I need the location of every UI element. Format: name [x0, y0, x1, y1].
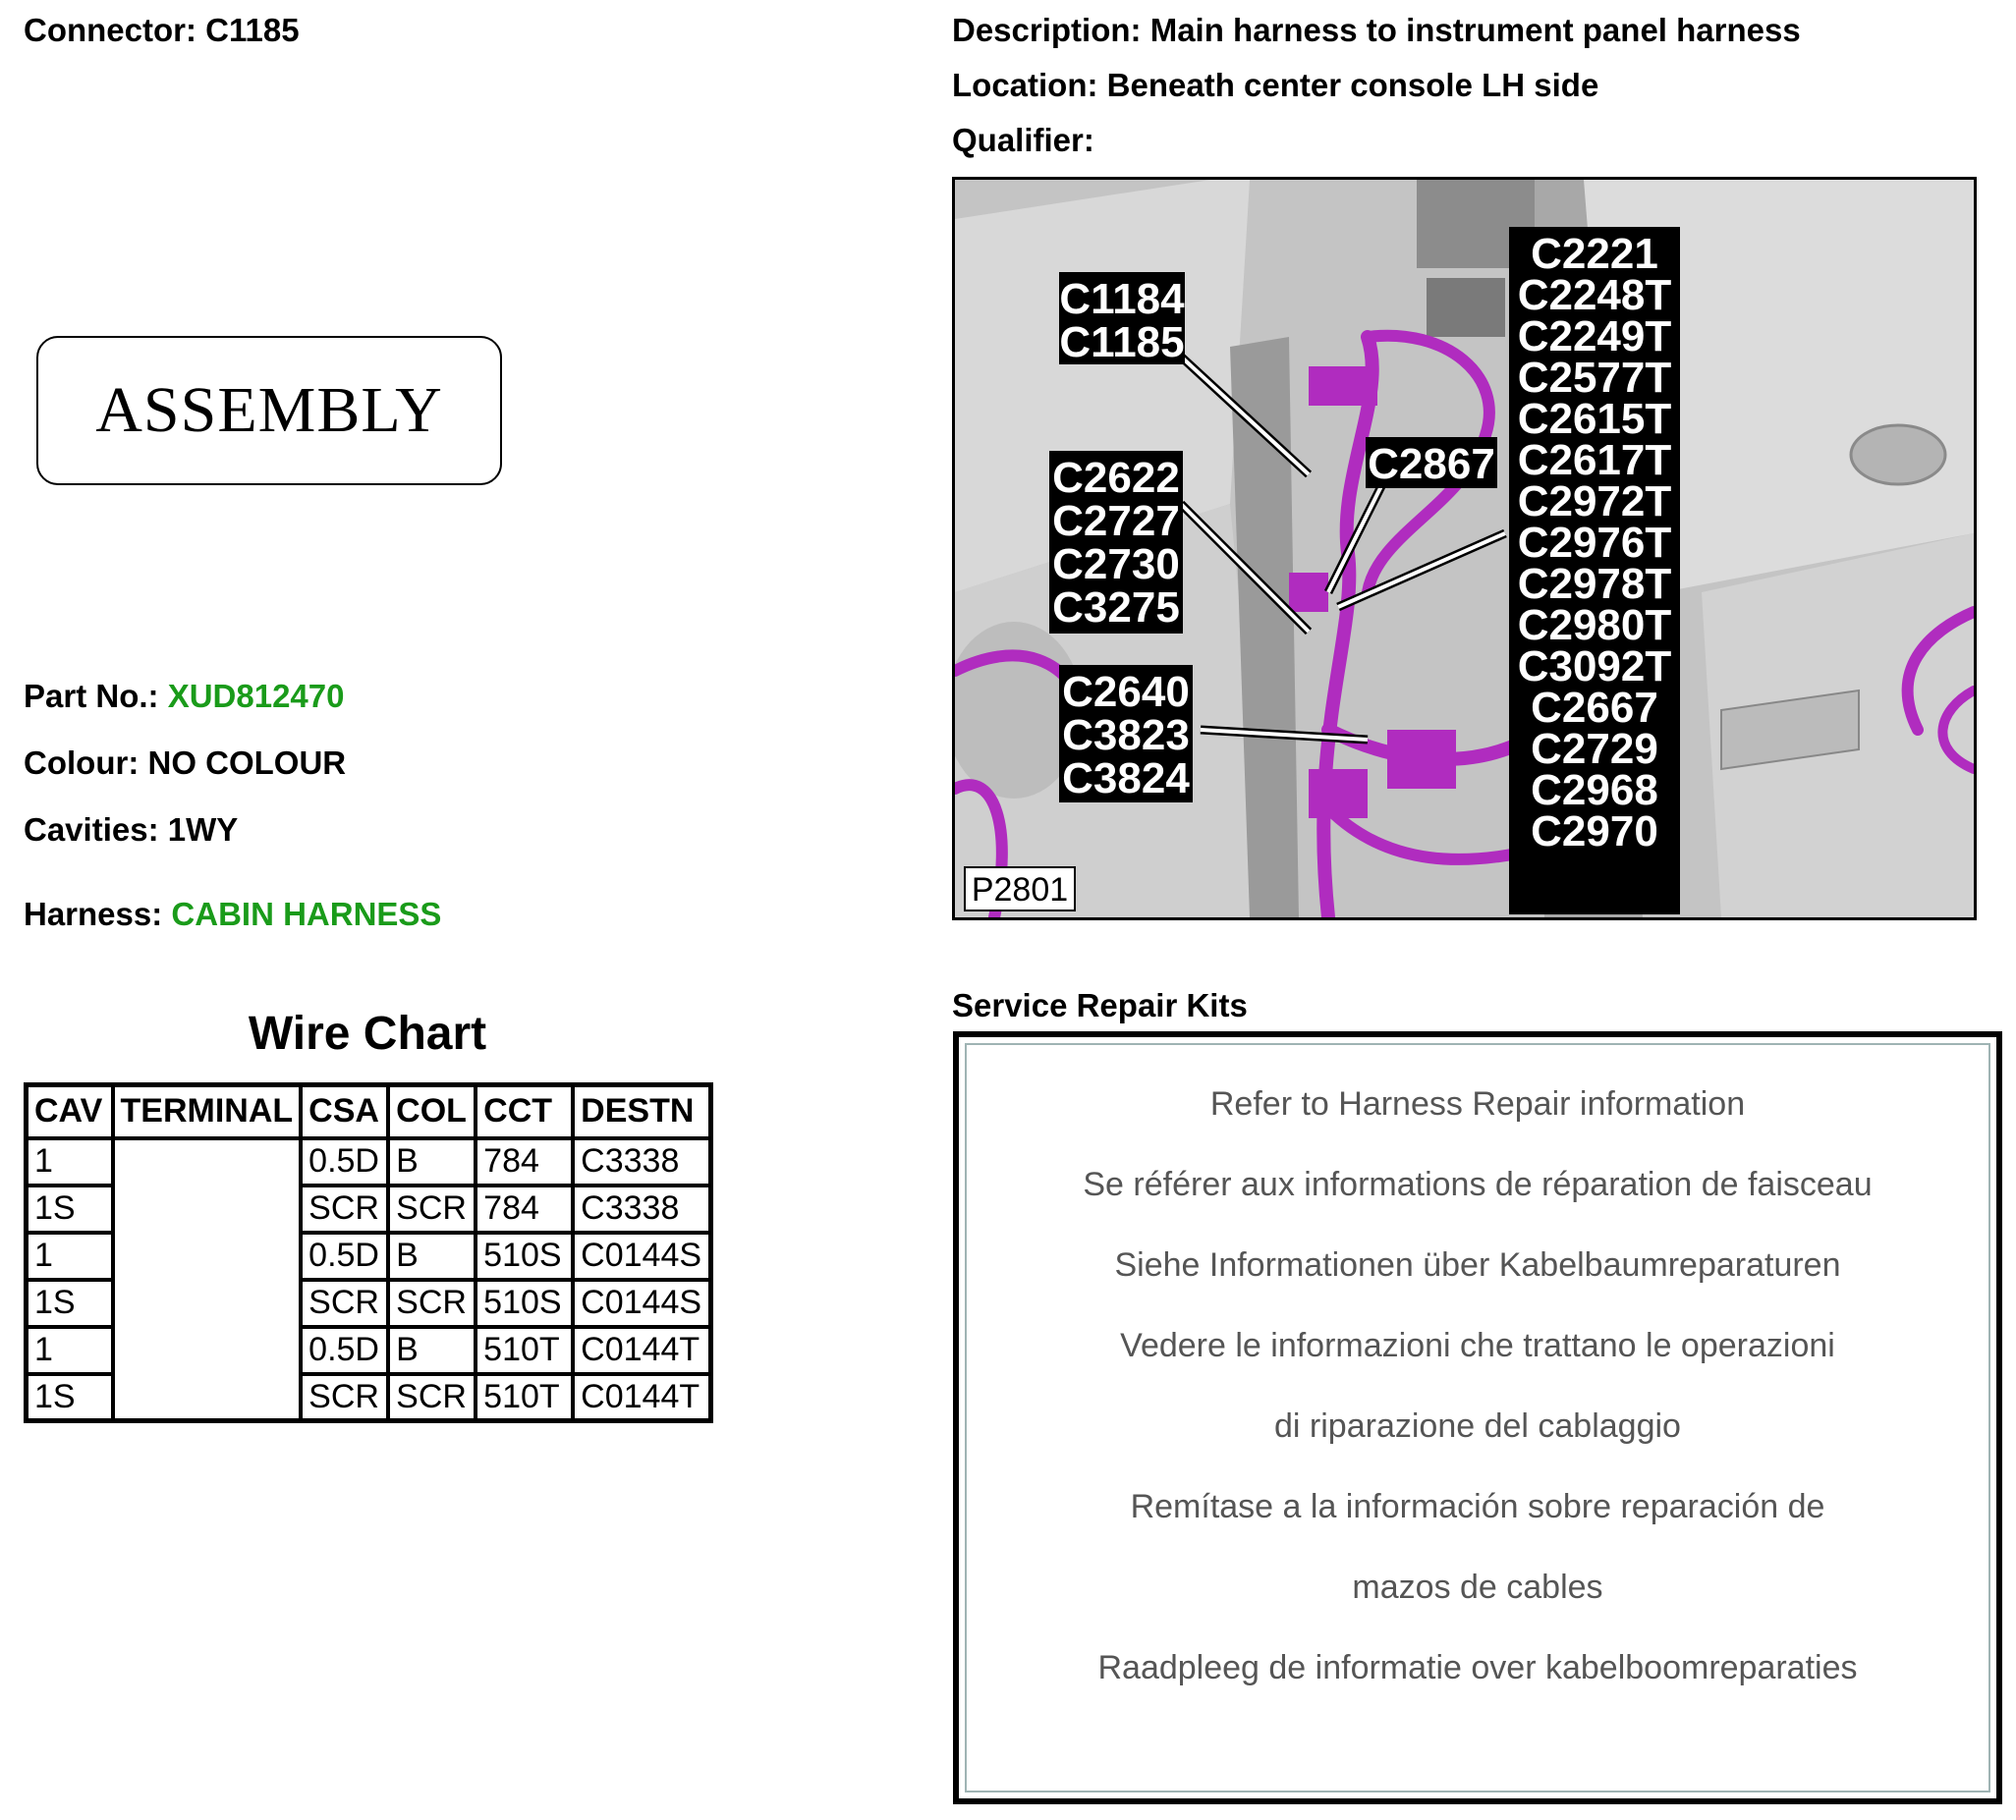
callout-c2577t: C2577T — [1517, 354, 1672, 402]
cell-col: SCR — [388, 1186, 476, 1233]
cell-cav: 1 — [27, 1327, 113, 1374]
cell-cav: 1S — [27, 1374, 113, 1421]
cavities-label: Cavities: — [24, 811, 159, 848]
colour-value: NO COLOUR — [147, 745, 347, 781]
harness-label: Harness: — [24, 896, 163, 932]
callout-c2867: C2867 — [1368, 440, 1495, 488]
callout-c2667: C2667 — [1531, 684, 1658, 732]
location-value: Beneath center console LH side — [1106, 67, 1599, 103]
header-cct: CCT — [476, 1085, 573, 1138]
cell-cav: 1 — [27, 1138, 113, 1186]
cell-col: SCR — [388, 1374, 476, 1421]
kit-line: Siehe Informationen über Kabelbaumreparaturen — [1114, 1246, 1841, 1284]
callout-c2972t: C2972T — [1517, 477, 1672, 525]
header-col: COL — [388, 1085, 476, 1138]
callout-c2729: C2729 — [1531, 725, 1658, 773]
cell-col: B — [388, 1233, 476, 1280]
cell-cav: 1S — [27, 1186, 113, 1233]
kit-line: Refer to Harness Repair information — [1209, 1085, 1746, 1123]
callout-c2976t: C2976T — [1517, 519, 1672, 567]
colour-field — [24, 745, 346, 782]
cell-cct: 784 — [476, 1138, 573, 1186]
cell-cct: 510T — [476, 1374, 573, 1421]
callout-c3092t: C3092T — [1517, 642, 1672, 690]
callout-c2640: C2640 — [1062, 668, 1190, 716]
part-no-label: Part No.: — [24, 678, 159, 714]
service-repair-kits-content — [965, 1043, 1990, 1792]
callout-c3824: C3824 — [1062, 754, 1190, 802]
callout-c1184: C1184 — [1059, 275, 1185, 323]
qualifier-field — [952, 122, 1094, 159]
harness-illustration — [955, 180, 1974, 917]
cell-cct: 784 — [476, 1186, 573, 1233]
cell-destn[interactable]: C0144S — [573, 1280, 710, 1327]
connector-value: C1185 — [205, 12, 300, 48]
callout-c2970: C2970 — [1531, 807, 1658, 855]
service-repair-kits-title: Service Repair Kits — [952, 987, 1248, 1023]
assembly-text: ASSEMBLY — [95, 374, 443, 446]
location-label: Location: — [952, 67, 1098, 103]
cell-col: SCR — [388, 1280, 476, 1327]
header-cav: CAV — [27, 1085, 113, 1138]
cell-destn[interactable]: C0144T — [573, 1327, 710, 1374]
kit-line: Raadpleeg de informatie over kabelboomreparaties — [1097, 1649, 1858, 1686]
kit-line: Remítase a la información sobre reparación de — [1130, 1488, 1825, 1525]
service-repair-kits-box — [953, 1031, 2002, 1804]
wire-chart-table — [24, 1082, 713, 1423]
cell-col: B — [388, 1327, 476, 1374]
cavities-field — [24, 811, 238, 849]
harness-location-image — [952, 177, 1977, 920]
callout-c2248t: C2248T — [1517, 271, 1672, 319]
connector-field — [24, 12, 300, 49]
kit-line: di riparazione del cablaggio — [1274, 1407, 1681, 1445]
callout-c2968: C2968 — [1531, 766, 1658, 814]
image-ref: P2801 — [971, 871, 1069, 909]
harness-link[interactable]: CABIN HARNESS — [171, 896, 442, 932]
cell-destn[interactable]: C3338 — [573, 1138, 710, 1186]
location-field — [952, 67, 1598, 104]
cell-cct: 510S — [476, 1280, 573, 1327]
cell-destn[interactable]: C3338 — [573, 1186, 710, 1233]
callout-c2615t: C2615T — [1517, 395, 1672, 443]
callout-c3823: C3823 — [1062, 711, 1190, 759]
cell-destn[interactable]: C0144T — [573, 1374, 710, 1421]
cell-destn[interactable]: C0144S — [573, 1233, 710, 1280]
callout-c2617t: C2617T — [1517, 436, 1672, 484]
cell-cav: 1 — [27, 1233, 113, 1280]
assembly-box — [36, 336, 502, 485]
description-value: Main harness to instrument panel harness — [1149, 12, 1801, 48]
callout-c2622: C2622 — [1052, 454, 1180, 502]
cell-csa: SCR — [301, 1186, 388, 1233]
callout-c2730: C2730 — [1052, 540, 1180, 588]
header-terminal: TERMINAL — [113, 1085, 302, 1138]
kit-line: Vedere le informazioni che trattano le operazioni — [1120, 1327, 1835, 1364]
cell-csa: 0.5D — [301, 1138, 388, 1186]
header-csa: CSA — [301, 1085, 388, 1138]
header-destn: DESTN — [573, 1085, 710, 1138]
callout-c2727: C2727 — [1052, 497, 1180, 545]
callout-c2978t: C2978T — [1517, 560, 1672, 608]
cell-cct: 510S — [476, 1233, 573, 1280]
part-no-link[interactable]: XUD812470 — [167, 678, 345, 714]
part-no-field — [24, 678, 344, 715]
description-label: Description: — [952, 12, 1142, 48]
colour-label: Colour: — [24, 745, 140, 781]
callout-c3275: C3275 — [1052, 583, 1180, 632]
qualifier-label: Qualifier: — [952, 122, 1094, 158]
callout-c1185: C1185 — [1059, 318, 1185, 366]
callout-c2221: C2221 — [1531, 230, 1658, 278]
cell-csa: SCR — [301, 1374, 388, 1421]
cell-csa: SCR — [301, 1280, 388, 1327]
cell-csa: 0.5D — [301, 1327, 388, 1374]
wire-chart-title: Wire Chart — [248, 1008, 487, 1060]
cell-csa: 0.5D — [301, 1233, 388, 1280]
kit-line: mazos de cables — [1352, 1569, 1603, 1606]
cell-cct: 510T — [476, 1327, 573, 1374]
kit-line: Se référer aux informations de réparation de faisceau — [1083, 1166, 1873, 1203]
cell-cav: 1S — [27, 1280, 113, 1327]
harness-field — [24, 896, 441, 933]
cavities-value: 1WY — [167, 811, 239, 848]
callout-c2980t: C2980T — [1517, 601, 1672, 649]
cell-terminal — [113, 1138, 302, 1421]
description-field — [952, 12, 1801, 49]
table-row — [27, 1138, 711, 1186]
connector-label: Connector: — [24, 12, 196, 48]
cell-col: B — [388, 1138, 476, 1186]
wire-chart-header-row — [27, 1085, 711, 1138]
callout-c2249t: C2249T — [1517, 312, 1672, 360]
